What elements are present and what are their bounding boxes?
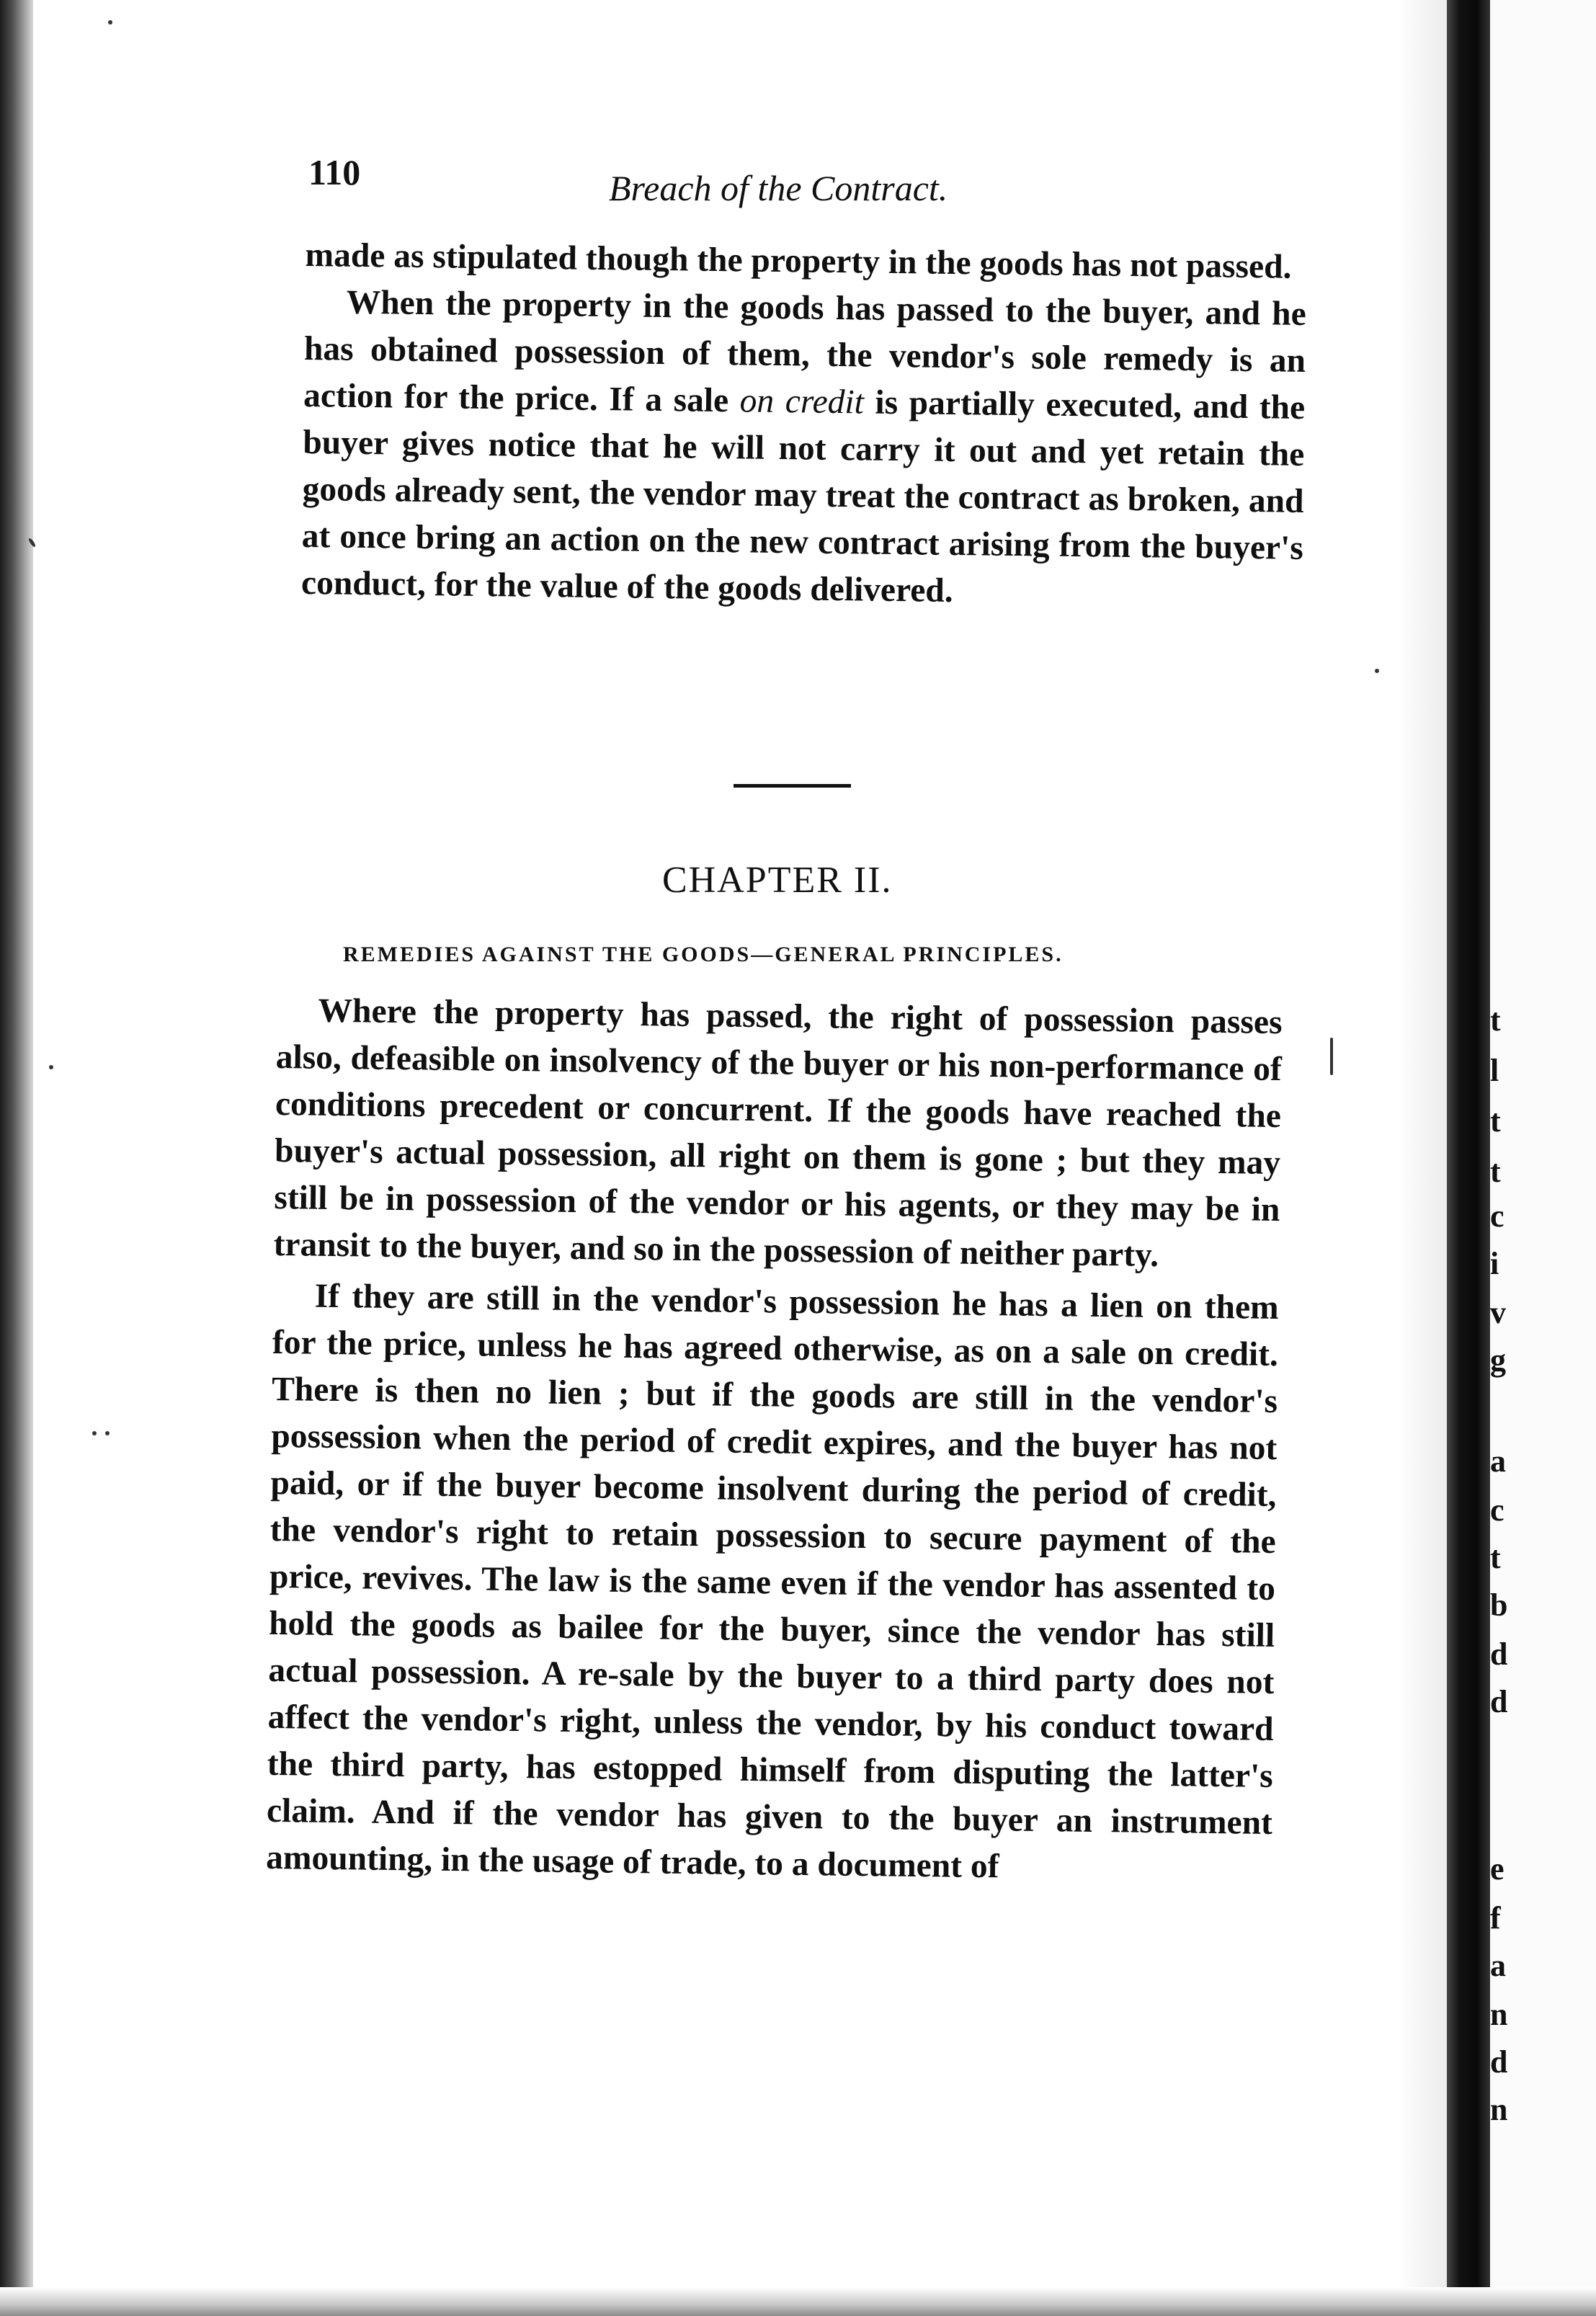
- adjacent-letter: a: [1490, 1948, 1506, 1983]
- paragraph: made as stipulated though the property in the goods has not passed.: [305, 236, 1292, 286]
- paragraph: If they are still in the vendor's possession he has a lien on them for the price, unless he has agreed otherwise, as on a sale on credit. There is then no lien ; but if the goods are still in the vendor's possession when the period of credit expires, and the buyer has not paid, or if the buyer become insolvent during the period of credit, the vendor's right to retain possession to secure payment of the price, revives. The law is the same even if the vendor has assented to hold the goods as bailee for the buyer, since the vendor has still actual possession. A re-sale by the buyer to a third party does not affect the vendor's right, unless the vendor, by his conduct toward the third party, has estopped himself from disputing the latter's claim. And if the vendor has given to the buyer an instrument amounting, in the usage of trade, to a document of: [265, 1277, 1279, 1886]
- adjacent-letter: b: [1490, 1587, 1508, 1623]
- adjacent-letter: a: [1490, 1443, 1506, 1479]
- running-title: Breach of the Contract.: [609, 168, 948, 208]
- adjacent-letter: t: [1490, 1002, 1501, 1038]
- scan-speck: [1330, 1038, 1333, 1075]
- text-run: When the property in the goods has passed to the buyer, and he has obtained possession of them, the vendor's sole remedy is an action for the price. If a sale: [303, 283, 1307, 420]
- adjacent-letter: c: [1490, 1198, 1504, 1234]
- adjacent-letter: c: [1490, 1492, 1504, 1528]
- page-left-edge-shadow: [0, 0, 33, 2316]
- gutter-shade: [1398, 0, 1447, 2316]
- book-gutter: [1447, 0, 1490, 2316]
- adjacent-letter: d: [1490, 1636, 1508, 1672]
- adjacent-letter: l: [1490, 1053, 1499, 1088]
- scan-speck: [1375, 669, 1379, 673]
- body-text-top: [301, 232, 1307, 619]
- italic-text: on credit: [739, 382, 865, 422]
- chapter-title: CHAPTER II.: [662, 860, 893, 901]
- adjacent-letter: g: [1490, 1342, 1506, 1378]
- adjacent-letter: n: [1490, 1997, 1508, 2032]
- page-number: 110: [308, 152, 361, 192]
- paragraph: [301, 279, 1306, 619]
- scan-speck: [108, 20, 112, 25]
- body-text-bottom: [266, 987, 1283, 1894]
- page-bottom-edge-shadow: [0, 2287, 1596, 2316]
- adjacent-letter: t: [1490, 1103, 1501, 1139]
- scan-speck: [105, 1431, 110, 1435]
- adjacent-letter: e: [1490, 1851, 1504, 1887]
- text-run: is partially executed, and the buyer gives notice that he will not carry it out and yet retain the goods already sent, the vendor may treat the contract as broken, and at once bring an action on the new contract arising from the buyer's conduct, for the value of the goods delivered.: [300, 383, 1306, 610]
- adjacent-letter: t: [1490, 1154, 1501, 1189]
- scan-speck: [49, 1065, 53, 1069]
- adjacent-letter: f: [1490, 1900, 1501, 1936]
- adjacent-letter: t: [1490, 1540, 1501, 1575]
- adjacent-letter: d: [1490, 2044, 1508, 2080]
- adjacent-letter: i: [1490, 1246, 1499, 1281]
- paragraph: Where the property has passed, the right of possession passes also, defeasible on insolvency of the buyer or his non-performance of conditions precedent or concurrent. If the goods have reached the buyer's actual possession, all right on them is gone ; but they may still be in possession of the vendor or his agents, or they may be in transit to the buyer, and so in the possession of neither party.: [273, 992, 1283, 1274]
- adjacent-letter: v: [1490, 1295, 1506, 1330]
- adjacent-letter: n: [1490, 2092, 1508, 2127]
- adjacent-letter: d: [1490, 1684, 1508, 1719]
- scan-speck: [92, 1431, 97, 1435]
- chapter-heading: REMEDIES AGAINST THE GOODS—GENERAL PRINCIPLES.: [343, 943, 1064, 966]
- adjacent-page: [1490, 0, 1596, 2316]
- section-divider: [734, 784, 851, 788]
